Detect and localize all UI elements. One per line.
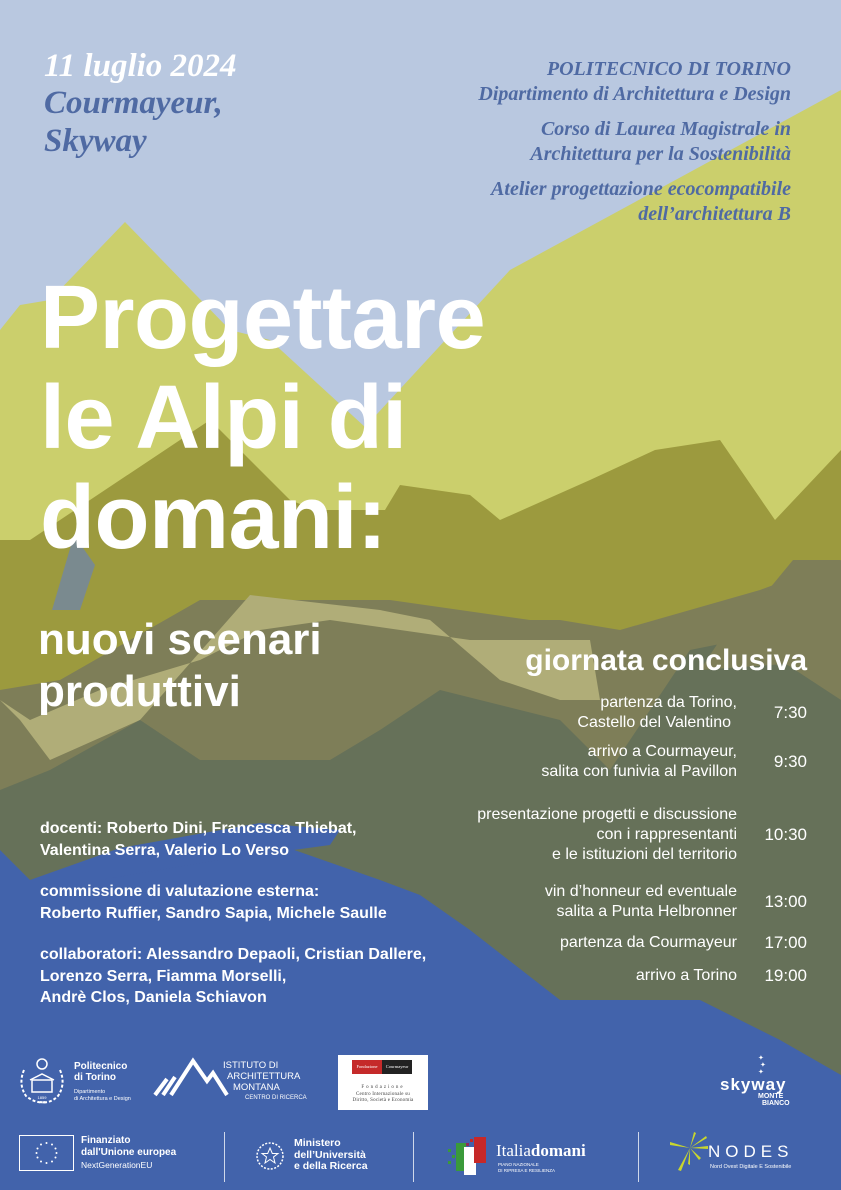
logo-divider <box>638 1132 639 1182</box>
subtitle-line1: nuovi scenari <box>38 615 322 664</box>
institution-block <box>478 57 791 227</box>
course-line2: Architettura per la Sostenibilità <box>530 143 791 165</box>
mur-line3: e della Ricerca <box>294 1160 368 1172</box>
republic-emblem-icon <box>254 1140 286 1172</box>
credits-line: Andrè Clos, Daniela Schiavon <box>40 989 267 1006</box>
schedule-desc: con i rappresentanti <box>596 826 737 843</box>
schedule-desc: arrivo a Courmayeur, <box>587 743 737 760</box>
schedule-desc: e le istituzioni del territorio <box>552 846 737 863</box>
title-line2: le Alpi di <box>40 368 407 468</box>
course-line1: Corso di Laurea Magistrale in <box>540 118 791 140</box>
fondazione-black-label: Courmayeur <box>382 1060 412 1074</box>
logo-divider <box>413 1132 414 1182</box>
iam-line2: ARCHITETTURA <box>227 1071 301 1082</box>
schedule-list <box>407 693 807 987</box>
eu-line3: NextGenerationEU <box>81 1160 153 1170</box>
polito-name1: Politecnico <box>74 1061 128 1072</box>
schedule-desc: arrivo a Torino <box>635 967 737 984</box>
iam-line3: MONTANA <box>233 1082 280 1093</box>
credits-line: Lorenzo Serra, Fiamma Morselli, <box>40 967 287 985</box>
nodes-sub: Nord Ovest Digitale E Sostenibile <box>710 1164 792 1170</box>
skyway-name: skyway <box>720 1075 787 1094</box>
schedule-item <box>407 742 807 782</box>
schedule-item <box>407 693 807 733</box>
title-line3: domani: <box>40 468 387 568</box>
eu-line2: dall'Unione europea <box>81 1147 177 1158</box>
polito-seal-icon <box>16 1056 68 1106</box>
credits-block <box>40 818 426 1029</box>
nodes-name: NODES <box>708 1142 794 1161</box>
polito-dept2: di Architettura e Design <box>74 1096 131 1102</box>
italiadomani-name-b: domani <box>530 1141 586 1160</box>
schedule-desc: partenza da Torino, <box>600 694 737 711</box>
iam-line1: ISTITUTO DI <box>223 1060 279 1071</box>
credits-line: commissione di valutazione esterna: <box>40 883 320 900</box>
stars-icon: ✦ ✦ ✦ <box>758 1055 766 1076</box>
credits-line: collaboratori: Alessandro Depaoli, Cristian Dallere, <box>40 946 427 963</box>
mur-line1: Ministero <box>294 1137 341 1149</box>
schedule-time: 13:00 <box>764 892 807 911</box>
schedule-time: 9:30 <box>773 752 807 771</box>
skyway-logo <box>718 1055 808 1110</box>
eu-line1: Finanziato <box>81 1135 131 1146</box>
skyway-sub1: MONTE <box>758 1093 784 1100</box>
schedule-time: 7:30 <box>773 703 807 722</box>
event-date: 11 luglio 2024 <box>44 48 237 84</box>
nodes-logo <box>668 1130 828 1180</box>
collaboratori <box>40 944 426 1009</box>
schedule-desc: presentazione progetti e discussione <box>477 806 737 823</box>
fondazione-line2: Centro Internazionale su <box>356 1091 410 1097</box>
atelier-line1: Atelier progettazione ecocompatibile <box>491 178 791 200</box>
iam-line4: CENTRO DI RICERCA <box>245 1095 307 1101</box>
university-name: POLITECNICO DI TORINO <box>546 58 791 80</box>
italiadomani-sub1: PIANO NAZIONALE <box>498 1162 539 1167</box>
italiadomani-logo <box>446 1133 616 1178</box>
polito-name2: di Torino <box>74 1072 117 1083</box>
event-date-place <box>44 48 237 160</box>
schedule-time: 19:00 <box>764 966 807 985</box>
schedule-item <box>407 804 807 866</box>
eu-flag-icon <box>19 1135 74 1171</box>
title-line1: Progettare <box>40 268 486 368</box>
nodes-burst-icon <box>668 1130 712 1174</box>
schedule-desc: salita a Punta Helbronner <box>556 903 737 920</box>
event-place-line1: Courmayeur, <box>44 85 223 122</box>
commissione <box>40 881 426 924</box>
subtitle-line2: produttivi <box>38 667 241 716</box>
polito-dept1: Dipartimento <box>74 1089 106 1095</box>
eu-logo <box>19 1133 219 1177</box>
schedule-time: 10:30 <box>764 825 807 844</box>
fondazione-red-label: Fondazione <box>352 1060 382 1074</box>
italiadomani-name-a: Italia <box>496 1141 531 1160</box>
schedule-time: 17:00 <box>764 933 807 952</box>
schedule-item <box>407 932 807 954</box>
svg-text:1859: 1859 <box>37 1095 47 1100</box>
mur-line2: dell’Università <box>294 1148 366 1161</box>
schedule-item <box>407 882 807 922</box>
schedule-desc: Castello del Valentino <box>577 714 731 731</box>
logo-divider <box>224 1132 225 1182</box>
department-name: Dipartimento di Architettura e Design <box>478 83 791 105</box>
italiadomani-sub2: DI RIPRESA E RESILIENZA <box>498 1167 556 1173</box>
fondazione-line1: Fondazione <box>361 1085 405 1090</box>
polito-logo <box>16 1056 146 1106</box>
schedule-desc: salita con funivia al Pavillon <box>541 763 737 780</box>
docenti <box>40 818 426 861</box>
subtitle <box>38 614 322 718</box>
schedule-heading: giornata conclusiva <box>525 644 807 677</box>
fondazione-line3: Diritto, Società e Economia <box>352 1098 414 1103</box>
credits-line: Valentina Serra, Valerio Lo Verso <box>40 841 290 859</box>
iam-logo <box>153 1055 323 1110</box>
schedule-desc: partenza da Courmayeur <box>560 934 737 951</box>
schedule-item <box>407 965 807 987</box>
credits-line: Roberto Ruffier, Sandro Sapia, Michele Saulle <box>40 904 387 922</box>
mountain-peaks-icon <box>153 1057 233 1097</box>
fondazione-courmayeur-logo <box>338 1055 428 1110</box>
italy-flag-pixels-icon <box>446 1135 492 1177</box>
atelier-line2: dell’architettura B <box>638 203 791 225</box>
mur-logo <box>254 1138 404 1178</box>
schedule-desc: vin d’honneur ed eventuale <box>544 883 737 900</box>
skyway-sub2: BIANCO <box>762 1100 790 1107</box>
main-title <box>40 268 485 568</box>
event-place-line2: Skyway <box>44 122 147 159</box>
credits-line: docenti: Roberto Dini, Francesca Thiebat, <box>40 820 357 837</box>
